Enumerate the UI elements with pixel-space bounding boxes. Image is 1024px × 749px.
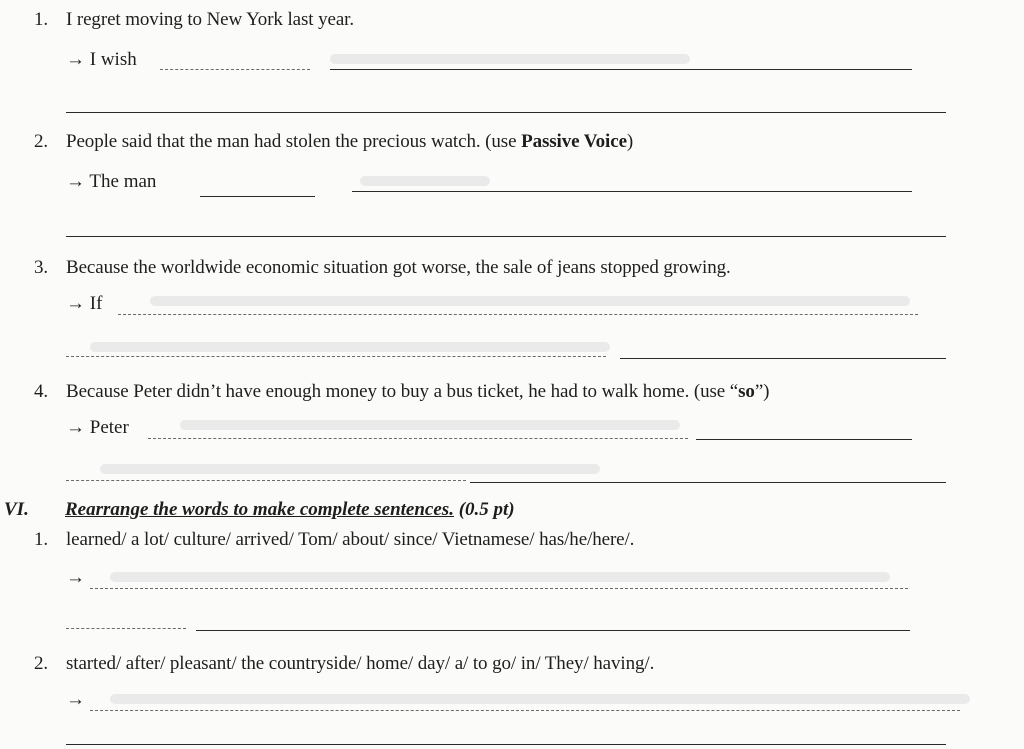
question-text: Because the worldwide economic situation got worse, the sale of jeans stopped growing.: [66, 257, 731, 278]
answer-line[interactable]: [352, 191, 912, 192]
question-text-end: ”): [754, 381, 770, 402]
rearrange-question-2: [34, 652, 654, 676]
answer-lead: → The man: [66, 171, 157, 192]
answer-line[interactable]: [90, 710, 960, 711]
answer-line[interactable]: [196, 630, 910, 631]
question-3: [34, 256, 731, 280]
answer-line[interactable]: [66, 236, 946, 237]
question-number: 1.: [34, 529, 49, 550]
answer-line[interactable]: [90, 588, 908, 589]
question-text: People said that the man had stolen the precious watch. (use: [66, 131, 522, 152]
question-emphasis: Passive Voice: [521, 131, 627, 152]
erased-mark: [360, 176, 490, 186]
erased-mark: [180, 420, 680, 430]
answer-lead: → I wish: [66, 49, 137, 70]
rearrange-question-1: [34, 528, 634, 552]
answer-line[interactable]: [160, 69, 310, 70]
erased-mark: [90, 342, 610, 352]
answer-line[interactable]: [66, 480, 466, 481]
answer-line[interactable]: [200, 196, 315, 197]
question-text: started/ after/ pleasant/ the countryside/ home/ day/ a/ to go/ in/ They/ having/.: [66, 653, 655, 674]
question-number: 4.: [34, 381, 49, 402]
section-heading: [4, 498, 515, 522]
answer-line[interactable]: [118, 314, 918, 315]
answer-line[interactable]: [330, 69, 912, 70]
erased-mark: [150, 296, 910, 306]
section-points: (0.5 pt): [453, 499, 515, 520]
answer-line[interactable]: [66, 744, 946, 745]
answer-line[interactable]: [148, 438, 688, 439]
answer-lead: →: [66, 689, 85, 710]
question-4: [34, 380, 769, 404]
answer-line[interactable]: [66, 356, 606, 357]
answer-line[interactable]: [66, 628, 186, 629]
question-number: 1.: [34, 9, 49, 30]
question-2: [34, 130, 633, 154]
question-number: 2.: [34, 131, 49, 152]
question-emphasis: so: [738, 381, 755, 402]
question-text-end: ): [626, 131, 634, 152]
erased-mark: [110, 694, 970, 704]
section-number: VI.: [4, 499, 29, 520]
answer-line[interactable]: [470, 482, 946, 483]
answer-line[interactable]: [696, 439, 912, 440]
answer-line[interactable]: [66, 112, 946, 113]
question-text: I regret moving to New York last year.: [66, 9, 355, 30]
question-text: learned/ a lot/ culture/ arrived/ Tom/ about/ since/ Vietnamese/ has/he/here/.: [66, 529, 635, 550]
erased-mark: [110, 572, 890, 582]
erased-mark: [330, 54, 690, 64]
question-1: [34, 8, 354, 32]
question-number: 2.: [34, 653, 49, 674]
answer-line[interactable]: [620, 358, 946, 359]
question-text: Because Peter didn’t have enough money to buy a bus ticket, he had to walk home. (use “: [66, 381, 739, 402]
question-number: 3.: [34, 257, 49, 278]
section-title: Rearrange the words to make complete sentences.: [65, 499, 454, 520]
answer-lead: → If: [66, 293, 103, 314]
answer-lead: →: [66, 567, 85, 588]
erased-mark: [100, 464, 600, 474]
answer-lead: → Peter: [66, 417, 129, 438]
